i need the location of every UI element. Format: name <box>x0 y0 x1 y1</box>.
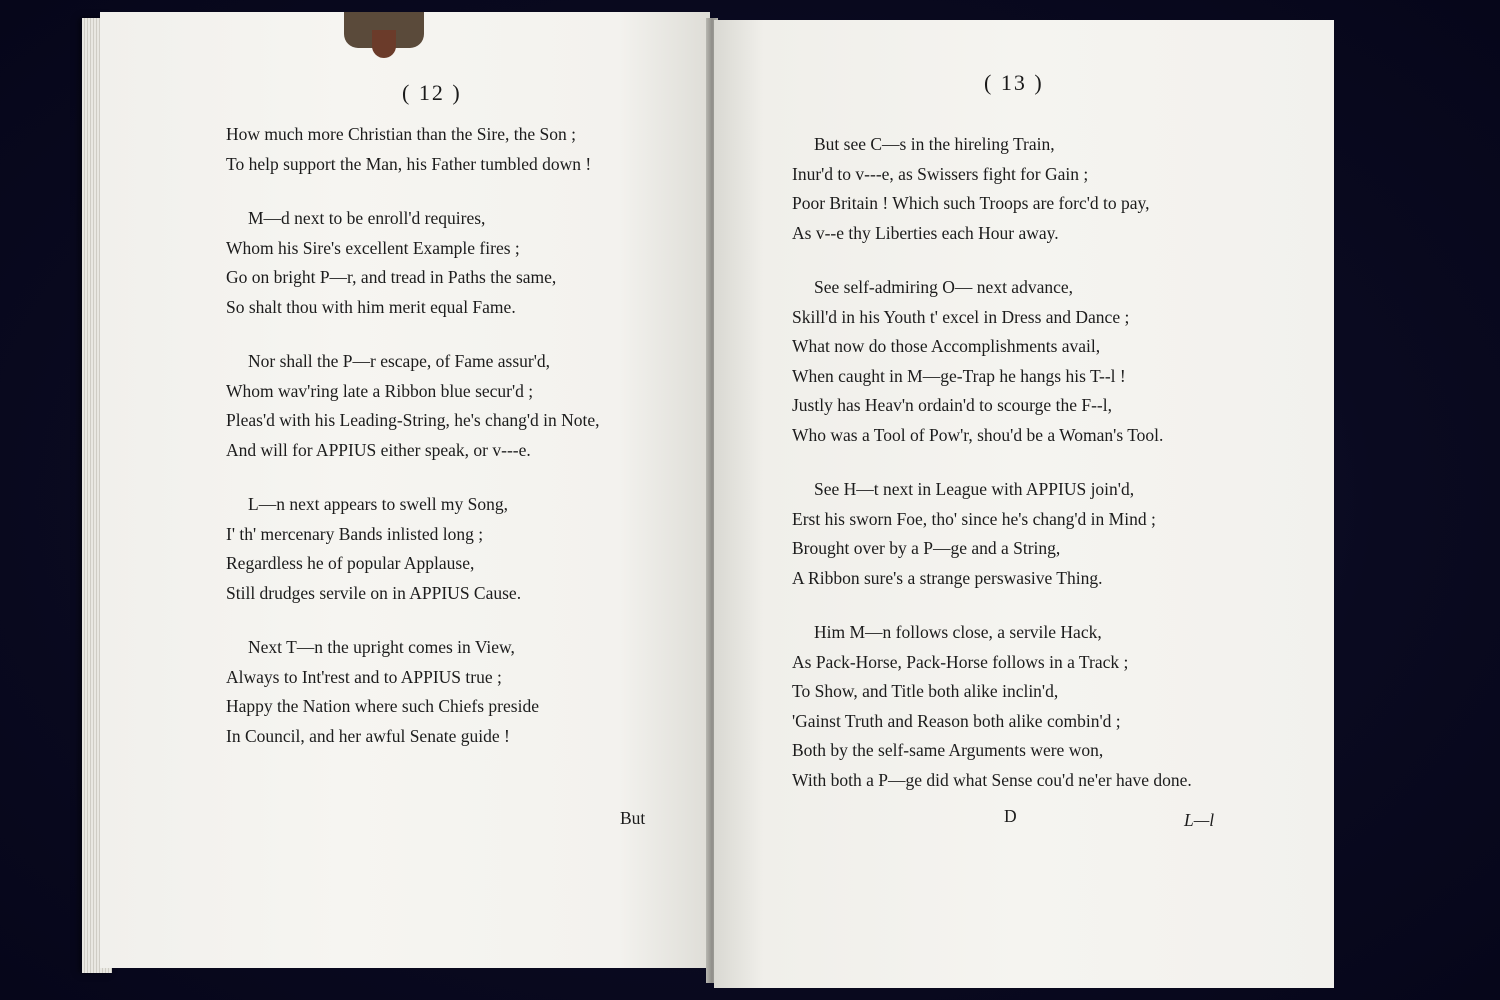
verse-line: 'Gainst Truth and Reason both alike combin'd ; <box>792 710 1121 731</box>
verse-line: Inur'd to v---e, as Swissers fight for Gain ; <box>792 163 1089 184</box>
verse-line: See H—t next in League with APPIUS join'd, <box>814 479 1135 499</box>
verse-body <box>792 130 1192 820</box>
verse-line: To Show, and Title both alike inclin'd, <box>792 681 1059 701</box>
verse-line: Him M—n follows close, a servile Hack, <box>814 622 1102 642</box>
verse-line: M—d next to be enroll'd requires, <box>248 208 486 228</box>
verse-line: As v--e thy Liberties each Hour away. <box>792 222 1059 243</box>
verse-line: Always to Int'rest and to APPIUS true ; <box>226 666 502 687</box>
verse-line: To help support the Man, his Father tumbled down ! <box>226 153 592 174</box>
bookmark-clip-tip <box>372 30 396 58</box>
verse-line: Poor Britain ! Which such Troops are forc'd to pay, <box>792 193 1150 213</box>
verse-line: Go on bright P—r, and tread in Paths the same, <box>226 267 557 287</box>
verse-line: With both a P—ge did what Sense cou'd ne'er have done. <box>792 769 1192 790</box>
stanza <box>226 120 600 179</box>
verse-line: Happy the Nation where such Chiefs preside <box>226 696 539 716</box>
verse-line: Pleas'd with his Leading-String, he's chang'd in Note, <box>226 410 600 430</box>
right-page <box>714 20 1334 988</box>
verse-line: Regardless he of popular Applause, <box>226 553 475 573</box>
stanza <box>792 475 1192 593</box>
catchword: L—l <box>1184 810 1215 830</box>
verse-body <box>226 120 600 776</box>
verse-line: I' th' mercenary Bands inlisted long ; <box>226 523 484 544</box>
stanza <box>792 130 1192 248</box>
catchword: But <box>620 808 646 828</box>
verse-line: What now do those Accomplishments avail, <box>792 336 1101 356</box>
signature-mark: D <box>1004 806 1017 826</box>
verse-line: Whom wav'ring late a Ribbon blue secur'd ; <box>226 380 534 401</box>
stanza <box>792 618 1192 795</box>
verse-line: So shalt thou with him merit equal Fame. <box>226 296 516 317</box>
verse-line: As Pack-Horse, Pack-Horse follows in a Track ; <box>792 651 1129 672</box>
left-page <box>100 12 710 968</box>
verse-line: But see C—s in the hireling Train, <box>814 134 1055 154</box>
verse-line: Erst his sworn Foe, tho' since he's chang'd in Mind ; <box>792 508 1156 529</box>
verse-line: When caught in M—ge-Trap he hangs his T--l ! <box>792 365 1126 386</box>
verse-line: Nor shall the P—r escape, of Fame assur'd, <box>248 351 551 371</box>
verse-line: Both by the self-same Arguments were won, <box>792 740 1104 760</box>
open-book <box>82 12 1352 980</box>
stanza <box>226 204 600 322</box>
stanza <box>226 633 600 751</box>
stanza <box>226 347 600 465</box>
verse-line: Who was a Tool of Pow'r, shou'd be a Woman's Tool. <box>792 424 1164 445</box>
stanza <box>792 273 1192 450</box>
verse-line: Brought over by a P—ge and a String, <box>792 538 1061 558</box>
verse-line: And will for APPIUS either speak, or v---e. <box>226 439 531 460</box>
verse-line: Whom his Sire's excellent Example fires ; <box>226 237 520 258</box>
page-number: ( 12 ) <box>402 80 462 105</box>
page-number: ( 13 ) <box>984 70 1044 95</box>
verse-line: Next T—n the upright comes in View, <box>248 637 515 657</box>
verse-line: How much more Christian than the Sire, the Son ; <box>226 124 576 144</box>
stanza <box>226 490 600 608</box>
verse-line: Justly has Heav'n ordain'd to scourge the F--l, <box>792 395 1112 415</box>
verse-line: Still drudges servile on in APPIUS Cause. <box>226 582 522 603</box>
verse-line: A Ribbon sure's a strange perswasive Thing. <box>792 567 1103 588</box>
verse-line: Skill'd in his Youth t' excel in Dress and Dance ; <box>792 306 1130 327</box>
verse-line: L—n next appears to swell my Song, <box>248 494 509 514</box>
verse-line: See self-admiring O— next advance, <box>814 277 1074 297</box>
verse-line: In Council, and her awful Senate guide ! <box>226 725 510 746</box>
